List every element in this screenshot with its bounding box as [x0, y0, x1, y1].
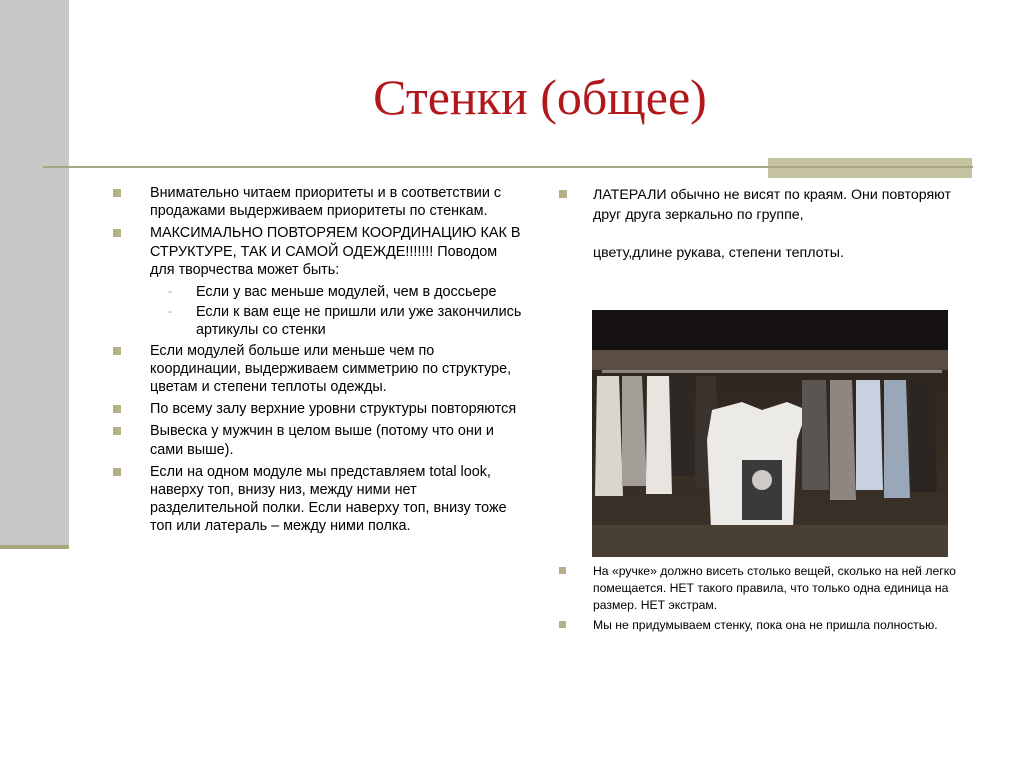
list-item-line: ЛАТЕРАЛИ обычно не висят по краям. Они повторяют друг друга зеркально по группе, — [593, 187, 951, 223]
sub-list-item: - Если к вам еще не пришли или уже закончились артикулы со стенки — [110, 303, 525, 339]
left-bullet-list — [110, 184, 525, 540]
sub-list-item: - Если у вас меньше модулей, чем в доссьере — [110, 283, 525, 301]
clothing-rack-photo — [592, 310, 948, 557]
sidebar-underline — [0, 545, 69, 549]
clothing-rack-image — [592, 310, 948, 557]
list-item: Вывеска у мужчин в целом выше (потому что они и сами выше). — [110, 422, 525, 458]
list-item-line: цвету,длине рукава, степени теплоты. — [593, 245, 844, 261]
list-item: МАКСИМАЛЬНО ПОВТОРЯЕМ КООРДИНАЦИЮ КАК В СТРУКТУРЕ, ТАК И САМОЙ ОДЕЖДЕ!!!!!!! Поводом для творчества может быть: — [110, 224, 525, 279]
right-bullet-list — [555, 185, 955, 263]
list-item: Внимательно читаем приоритеты и в соответствии с продажами выдерживаем приоритеты по стенкам. — [110, 184, 525, 220]
list-item: Мы не придумываем стенку, пока она не пришла полностью. — [555, 617, 975, 634]
list-item: По всему залу верхние уровни структуры повторяются — [110, 400, 525, 418]
list-item: Если на одном модуле мы представляем total look, наверху топ, внизу низ, между ними нет разделительной полки. Если наверху топ, внизу тоже топ или латераль – между ними полка. — [110, 463, 525, 536]
list-item: На «ручке» должно висеть столько вещей, сколько на ней легко помещается. НЕТ такого правила, что только одна единица на размер. НЕТ экстрам. — [555, 563, 975, 614]
right-bottom-bullet-list — [555, 563, 975, 637]
title-rule-accent — [768, 158, 972, 178]
list-item — [555, 185, 955, 263]
slide-title: Стенки (общее) — [373, 69, 707, 125]
list-item: Если модулей больше или меньше чем по координации, выдерживаем симметрию по структуре, цветам и степени теплоты одежды. — [110, 342, 525, 397]
